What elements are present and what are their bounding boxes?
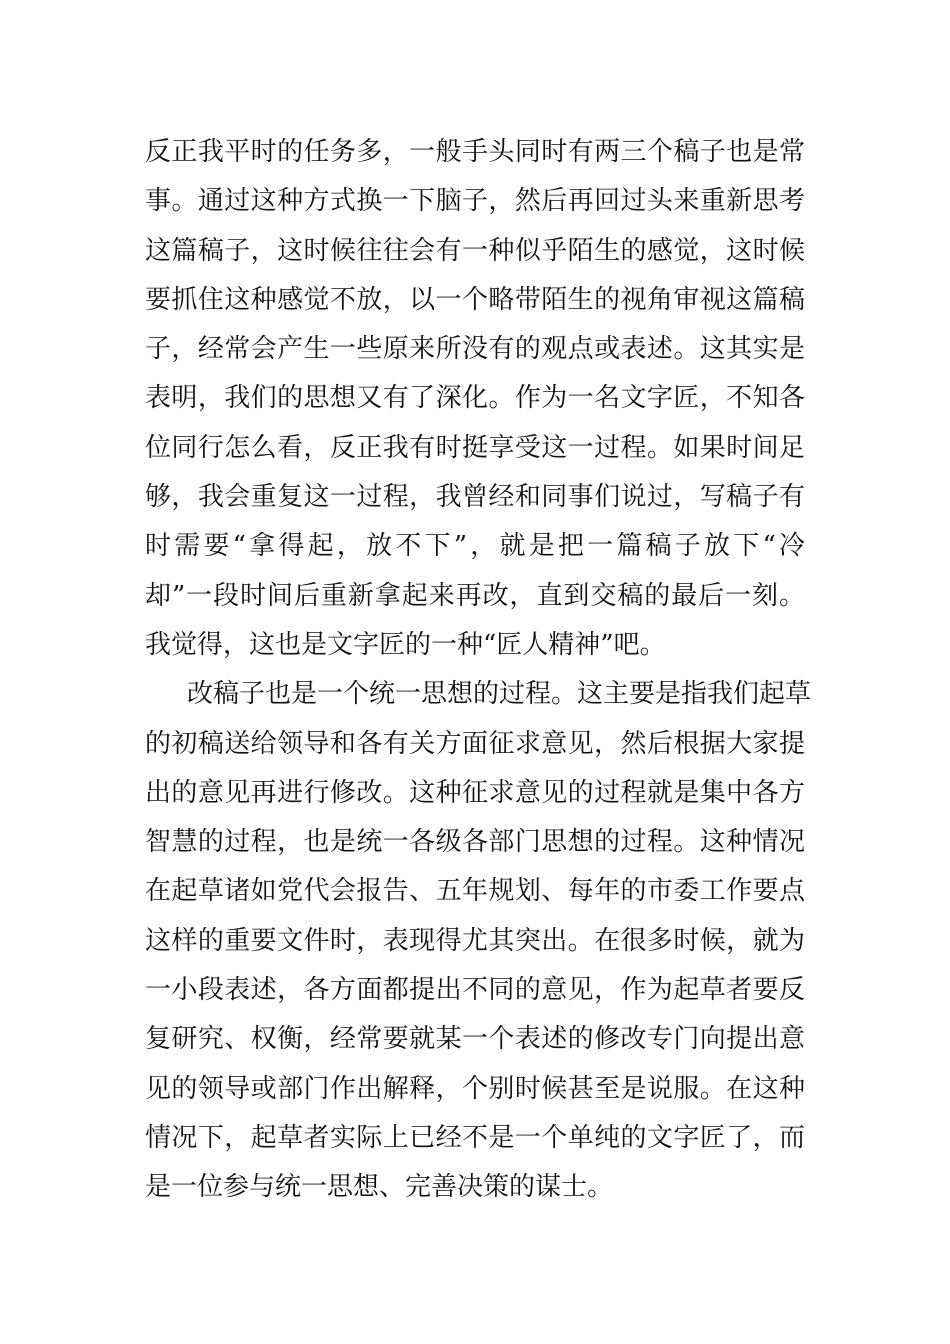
text-line: 位同行怎么看，反正我有时挺享受这一过程。如果时间足 [145,432,805,463]
paragraph-1 [145,128,805,670]
text-line: 时需要“拿得起，放不下”，就是把一篇稿子放下“冷 [145,531,805,562]
body-text [145,128,812,1213]
text-line: 出的意见再进行修改。这种征求意见的过程就是集中各方 [145,777,805,808]
text-line: 情况下，起草者实际上已经不是一个单纯的文字匠了，而 [145,1122,805,1153]
text-line: 我觉得，这也是文字匠的一种“匠人精神”吧。 [145,629,666,660]
text-line: 智慧的过程，也是统一各级各部门思想的过程。这种情况 [145,827,805,858]
text-line: 子，经常会产生一些原来所没有的观点或表述。这其实是 [145,334,805,365]
text-line: 却”一段时间后重新拿起来再改，直到交稿的最后一刻。 [145,580,805,611]
text-line: 事。通过这种方式换一下脑子，然后再回过头来重新思考 [145,186,805,217]
text-line: 表明，我们的思想又有了深化。作为一名文字匠，不知各 [145,383,805,414]
text-line: 在起草诸如党代会报告、五年规划、每年的市委工作要点 [145,876,805,907]
text-line: 这样的重要文件时，表现得尤其突出。在很多时候，就为 [145,925,805,956]
text-line: 改稿子也是一个统一思想的过程。这主要是指我们起草 [187,679,812,710]
text-line: 要抓住这种感觉不放，以一个略带陌生的视角审视这篇稿 [145,284,805,315]
text-line: 这篇稿子，这时候往往会有一种似乎陌生的感觉，这时候 [145,235,805,266]
text-line: 复研究、权衡，经常要就某一个表述的修改专门向提出意 [145,1024,805,1055]
text-line: 反正我平时的任务多，一般手头同时有两三个稿子也是常 [145,137,805,167]
text-line: 的初稿送给领导和各有关方面征求意见，然后根据大家提 [145,728,805,759]
text-line: 是一位参与统一思想、完善决策的谋士。 [145,1172,614,1203]
text-line: 见的领导或部门作出解释，个别时候甚至是说服。在这种 [145,1073,805,1104]
text-line: 一小段表述，各方面都提出不同的意见，作为起草者要反 [145,975,805,1006]
text-line: 够，我会重复这一过程，我曾经和同事们说过，写稿子有 [145,482,805,513]
paragraph-2 [145,670,812,1212]
